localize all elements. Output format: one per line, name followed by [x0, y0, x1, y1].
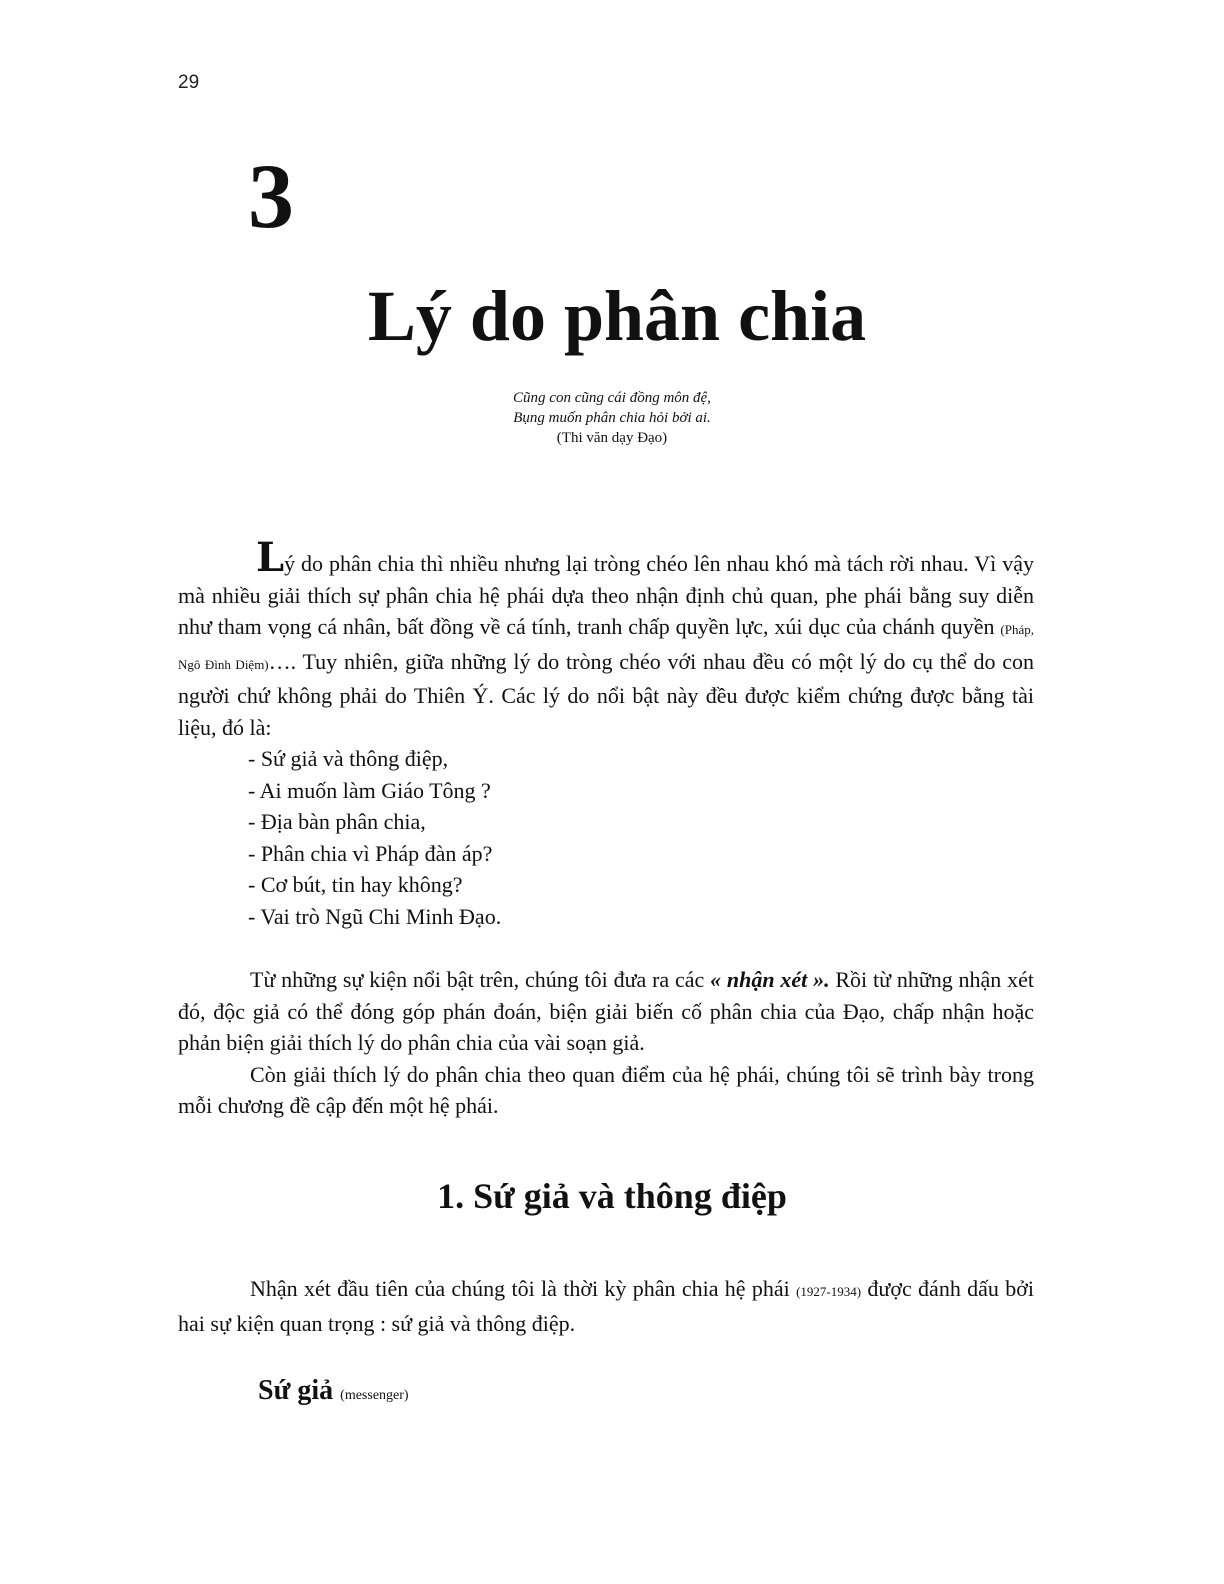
- section-note: (1927-1934): [796, 1284, 862, 1299]
- list-item: - Ai muốn làm Giáo Tông ?: [248, 777, 491, 803]
- remarks-text-a: Từ những sự kiện nổi bật trên, chúng tôi đưa ra các: [250, 967, 711, 992]
- page-number: 29: [178, 72, 200, 93]
- list-item: - Cơ bút, tin hay không?: [248, 872, 463, 897]
- intro-text-b: …. Tuy nhiên, giữa những lý do tròng chéo với nhau đều có một lý do cụ thể do con người chứ không phải do Thiên Ý. Các lý do nổi bật này đều được kiểm chứng được bằng tài liệu, đó là:: [178, 648, 1034, 740]
- list-item: - Địa bàn phân chia,: [248, 809, 426, 834]
- paragraph-explanation: Còn giải thích lý do phân chia theo quan điểm của hệ phái, chúng tôi sẽ trình bày trong mỗi chương đề cập đến một hệ phái.: [178, 1061, 1034, 1118]
- subsection-note: (messenger): [340, 1388, 409, 1403]
- chapter-number: 3: [248, 145, 294, 247]
- chapter-body: [178, 534, 1034, 1122]
- epigraph-line-2: Bụng muốn phân chia hỏi bởi ai.: [513, 410, 711, 426]
- spacer: [178, 932, 1034, 964]
- remarks-emphasis: « nhận xét ».: [710, 967, 830, 992]
- list-item: - Phân chia vì Pháp đàn áp?: [248, 840, 493, 866]
- subsection-title: Sứ giả: [258, 1375, 334, 1406]
- reasons-list: [178, 743, 1034, 932]
- remarks-text-b: Rồi từ những nhận xét đó, độc giả có thể đóng góp phán đoán, biện giải biến cố phân chia của Đạo, chấp nhận hoặc phản biện giải thích lý do phân chia của vài soạn giả.: [178, 967, 1034, 1055]
- list-item: - Vai trò Ngũ Chi Minh Đạo.: [248, 903, 502, 929]
- epigraph-line-1: Cũng con cũng cái đồng môn đệ,: [513, 390, 711, 406]
- list-item: - Sứ giả và thông điệp,: [248, 746, 449, 771]
- section-text-b: được đánh dấu bởi hai sự kiện quan trọng : sứ giả và thông điệp.: [178, 1276, 1034, 1336]
- paragraph-remarks: [178, 964, 1034, 1059]
- epigraph: [0, 388, 1224, 448]
- drop-cap: L: [256, 534, 285, 581]
- subsection-heading: [258, 1373, 409, 1414]
- intro-text-a: ý do phân chia thì nhiều nhưng lại tròng chéo lên nhau khó mà tách rời nhau. Vì vậy mà nhiều giải thích sự phân chia hệ phái dựa theo nhận định chủ quan, phe phái bằng suy diễn như tham vọng cá nhân, bất đồng về cá tính, tranh chấp quyền lực, xúi dục của chánh quyền: [178, 551, 1034, 639]
- section-paragraph: [178, 1273, 1034, 1339]
- section-body: [178, 1273, 1034, 1339]
- epigraph-source: (Thi văn dạy Đạo): [556, 430, 668, 446]
- section-text-a: Nhận xét đầu tiên của chúng tôi là thời kỳ phân chia hệ phái: [250, 1276, 797, 1301]
- chapter-title: Lý do phân chia: [367, 276, 867, 356]
- intro-note: (Pháp, Ngô Đình Diệm): [178, 622, 1034, 672]
- section-heading: 1. Sứ giả và thông điệp: [437, 1176, 787, 1216]
- intro-paragraph: [178, 534, 1034, 743]
